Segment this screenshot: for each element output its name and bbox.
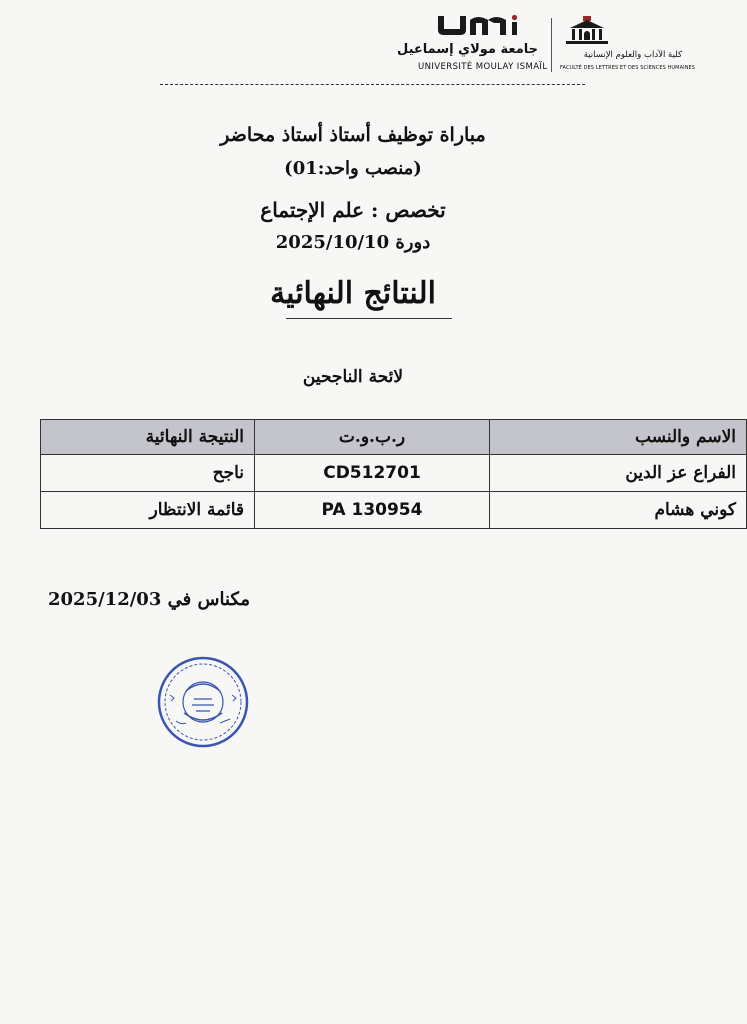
- official-stamp-icon: [156, 655, 250, 749]
- faculty-logo: [556, 14, 696, 76]
- university-name-fr: UNIVERSITÉ MOULAY ISMAÏL: [418, 62, 548, 72]
- column-header-name: الاسم والنسب: [490, 420, 747, 455]
- faculty-building-icon: [564, 14, 610, 46]
- positions-count: (منصب واحد:01): [284, 158, 422, 179]
- column-header-result: النتيجة النهائية: [41, 420, 255, 455]
- candidate-id: PA 130954: [255, 492, 490, 529]
- title-underline: [286, 318, 452, 319]
- table-header-row: [41, 420, 747, 455]
- university-logo: [397, 14, 548, 74]
- faculty-name-ar: كلية الآداب والعلوم الإنسانية: [583, 50, 682, 60]
- faculty-name-fr: FACULTÉ DES LETTRES ET DES SCIENCES HUMAINES: [560, 65, 696, 71]
- header-divider: [551, 18, 552, 72]
- specialty: تخصص : علم الإجتماع: [260, 198, 446, 222]
- session-date: دورة 2025/10/10: [275, 232, 431, 253]
- candidate-result: قائمة الانتظار: [41, 492, 255, 529]
- page-title: النتائج النهائية: [270, 276, 436, 311]
- university-name-ar: جامعة مولاي إسماعيل: [397, 42, 538, 57]
- candidate-name: كوني هشام: [490, 492, 747, 529]
- candidate-result: ناجح: [41, 455, 255, 492]
- table-row: [41, 492, 747, 529]
- column-header-id: ر.ب.و.ت: [255, 420, 490, 455]
- candidate-name: الفراع عز الدين: [490, 455, 747, 492]
- place-and-date: مكناس في 2025/12/03: [48, 589, 250, 610]
- competition-title: مباراة توظيف أستاذ أستاذ محاضر: [220, 124, 486, 146]
- results-table: [40, 419, 747, 529]
- candidate-id: CD512701: [255, 455, 490, 492]
- umi-logo-icon: [434, 14, 544, 36]
- list-subtitle: لائحة الناجحين: [302, 367, 404, 387]
- header-dashed-rule: [160, 84, 585, 85]
- table-row: [41, 455, 747, 492]
